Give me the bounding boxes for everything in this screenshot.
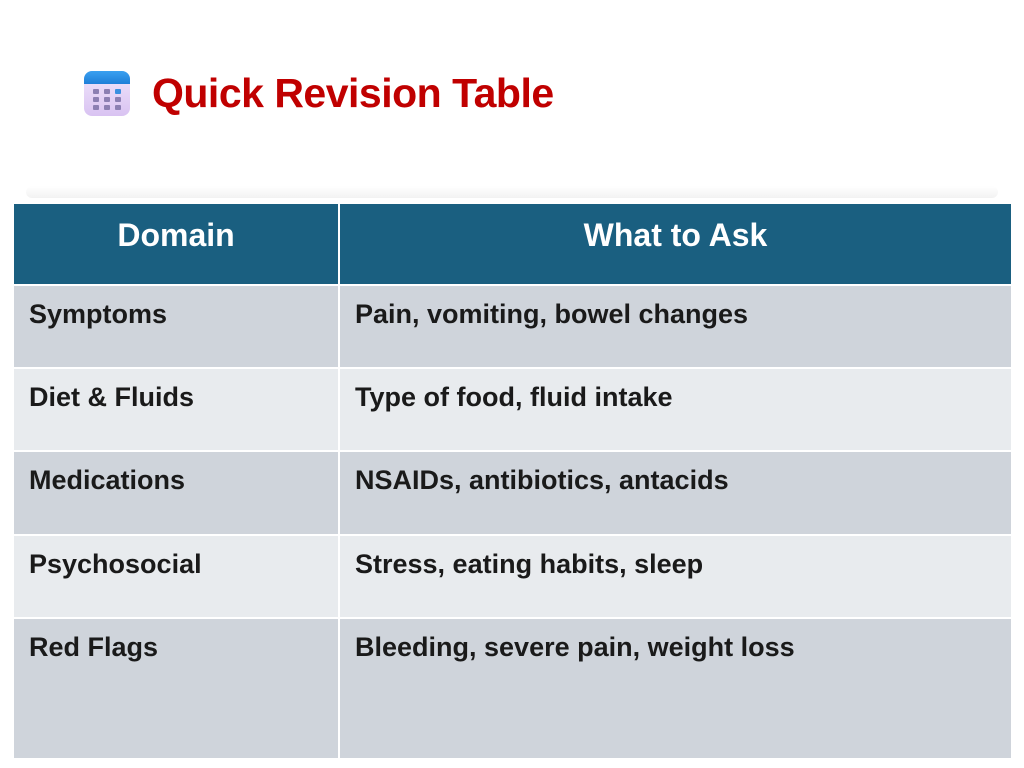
column-header-what-to-ask: What to Ask <box>339 204 1011 285</box>
title-row <box>82 64 554 122</box>
table-row <box>14 535 1011 618</box>
table-row <box>14 618 1011 758</box>
calendar-icon <box>82 68 132 118</box>
ask-cell: NSAIDs, antibiotics, antacids <box>339 451 1011 534</box>
table-row <box>14 285 1011 368</box>
domain-cell: Symptoms <box>14 285 339 368</box>
domain-cell: Red Flags <box>14 618 339 758</box>
ask-cell: Pain, vomiting, bowel changes <box>339 285 1011 368</box>
revision-table <box>14 204 1011 758</box>
column-header-domain: Domain <box>14 204 339 285</box>
table-row <box>14 368 1011 451</box>
ask-cell: Bleeding, severe pain, weight loss <box>339 618 1011 758</box>
table-shadow <box>26 186 998 198</box>
table-row <box>14 451 1011 534</box>
ask-cell: Type of food, fluid intake <box>339 368 1011 451</box>
ask-cell: Stress, eating habits, sleep <box>339 535 1011 618</box>
domain-cell: Psychosocial <box>14 535 339 618</box>
table-header-row <box>14 204 1011 285</box>
domain-cell: Diet & Fluids <box>14 368 339 451</box>
domain-cell: Medications <box>14 451 339 534</box>
page-title: Quick Revision Table <box>152 69 554 116</box>
